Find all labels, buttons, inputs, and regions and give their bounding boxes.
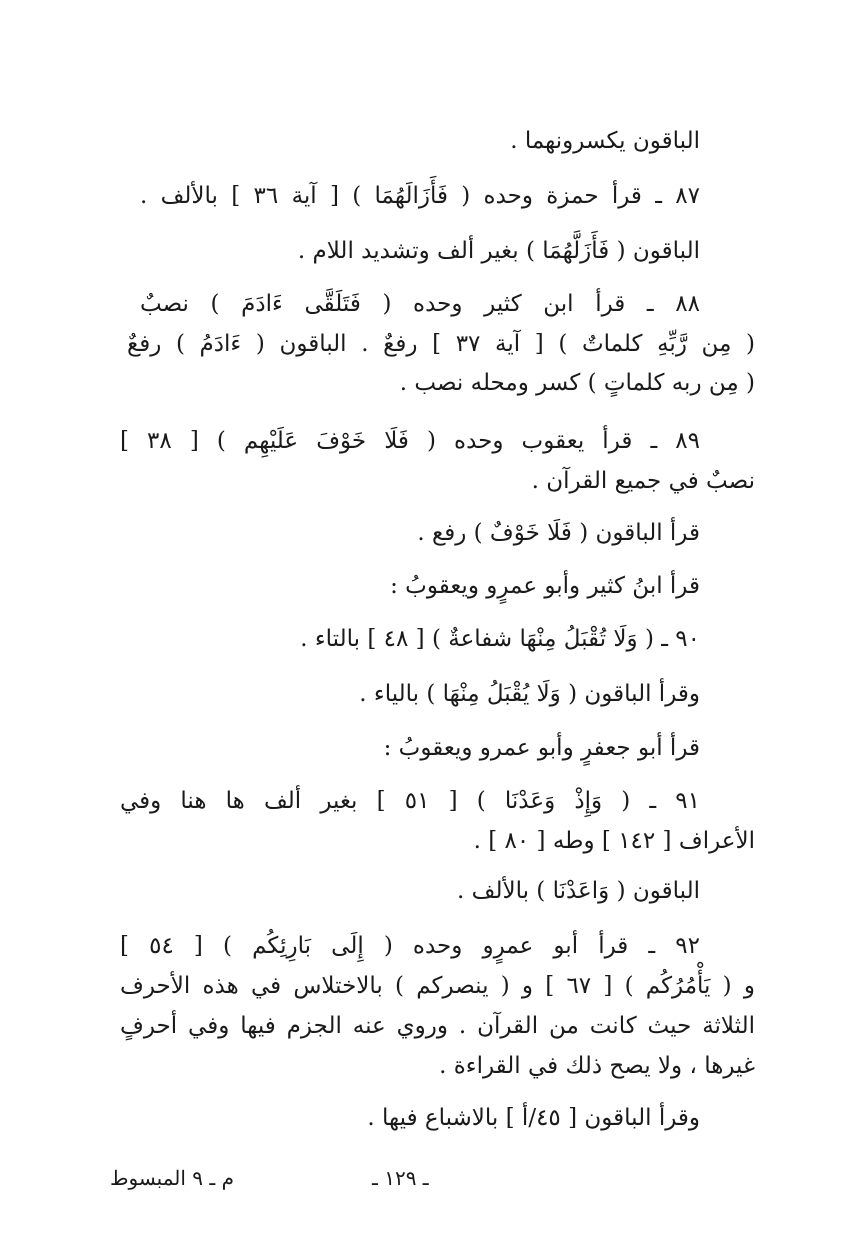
text-line-5: ( مِن رَّبِّهِ كلماتٌ ) [ آية ٣٧ ] رفعٌ . الباقون ( ءَادَمُ ) رفعٌ (127, 331, 755, 357)
text-line-11: ٩٠ ـ ( وَلَا تُقْبَلُ مِنْهَا شفاعةٌ ) [ ٤٨ ] بالتاء . (300, 626, 700, 652)
text-line-9: قرأ الباقون ( فَلَا خَوْفٌ ) رفع . (417, 520, 700, 546)
text-line-15: الأعراف [ ١٤٢ ] وطه [ ٨٠ ] . (473, 828, 755, 854)
text-line-10: قرأ ابنُ كثير وأبو عمرٍو ويعقوبُ : (390, 573, 700, 599)
text-line-14: ٩١ ـ ( وَإِذْ وَعَدْنَا ) [ ٥١ ] بغير ألف ها هنا وفي (120, 788, 700, 814)
text-line-21: وقرأ الباقون [ ٤٥/أ ] بالاشباع فيها . (367, 1105, 700, 1131)
text-line-19: الثلاثة حيث كانت من القرآن . وروي عنه الجزم فيها وفي أحرفٍ (120, 1013, 755, 1039)
text-line-12: وقرأ الباقون ( وَلَا يُقْبَلُ مِنْهَا ) بالياء . (359, 681, 700, 707)
text-line-17: ٩٢ ـ قرأ أبو عمرٍو وحده ( إِلَى بَارِئِكُم ) [ ٥٤ ] (120, 933, 700, 959)
text-line-1: الباقون يكسرونهما . (510, 128, 700, 154)
text-line-20: غيرها ، ولا يصح ذلك في القراءة . (439, 1053, 755, 1079)
text-line-3: الباقون ( فَأَزَلَّهُمَا ) بغير ألف وتشديد اللام . (297, 238, 700, 264)
page-number: ـ ١٢٩ ـ (372, 1166, 429, 1190)
footer-signature: م ـ ٩ المبسوط (110, 1166, 234, 1190)
text-line-13: قرأ أبو جعفرٍ وأبو عمرو ويعقوبُ : (383, 735, 700, 761)
text-line-4: ٨٨ ـ قرأ ابن كثير وحده ( فَتَلَقَّى ءَادَمَ ) نصبٌ (140, 291, 700, 317)
text-line-8: نصبٌ في جميع القرآن . (531, 468, 755, 494)
text-line-7: ٨٩ ـ قرأ يعقوب وحده ( فَلَا خَوْفَ عَلَيْهِم ) [ ٣٨ ] (120, 428, 700, 454)
text-line-2: ٨٧ ـ قرأ حمزة وحده ( فَأَزَالَهُمَا ) [ آية ٣٦ ] بالألف . (140, 183, 700, 209)
text-line-18: و ( يَأْمُرُكُم ) [ ٦٧ ] و ( ينصركم ) بالاختلاس في هذه الأحرف (120, 973, 755, 999)
text-line-16: الباقون ( وَاعَدْنَا ) بالألف . (457, 878, 700, 904)
text-line-6: ( مِن ربه كلماتٍ ) كسر ومحله نصب . (399, 370, 755, 396)
